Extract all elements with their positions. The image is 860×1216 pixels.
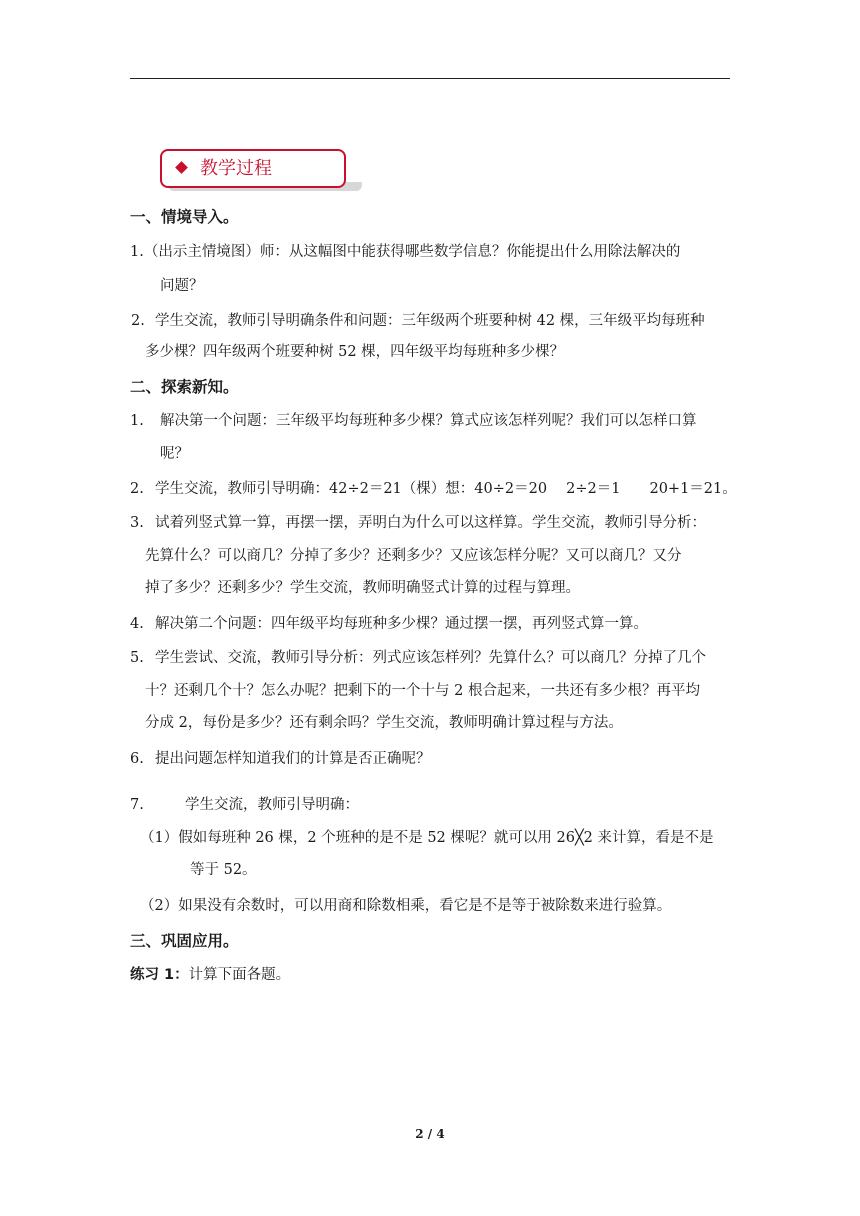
s2-item4-number: 4. — [130, 616, 144, 632]
point-1-line1: （1）假如每班种 26 棵，2 个班种的是不是 52 棵呢？就可以用 26╳2 来计算，看是不是 — [140, 830, 714, 846]
page-number: 2 / 4 — [415, 1127, 445, 1141]
s1-item1-line1: 1.（出示主情境图）师：从这幅图中能获得哪些数学信息？你能提出什么用除法解决的 — [130, 244, 681, 260]
s2-item1-number: 1. — [130, 413, 144, 429]
heading-3: 三、巩固应用。 — [130, 932, 239, 950]
s2-item6-number: 6. — [130, 751, 144, 767]
s2-item5-line2: 十？还剩几个十？怎么办呢？把剩下的一个十与 2 根合起来，一共还有多少根？再平均 — [145, 683, 700, 699]
s1-item1-line2: 问题？ — [160, 278, 204, 294]
point-1-line2: 等于 52。 — [190, 862, 257, 878]
s2-item1-line1: 解决第一个问题：三年级平均每班种多少棵？算式应该怎样列呢？我们可以怎样口算 — [160, 413, 697, 429]
s2-item2-number: 2. — [130, 481, 144, 497]
practice-label: 练习 1： — [130, 967, 189, 983]
s2-item2-line1: 学生交流，教师引导明确：42÷2＝21（棵）想：40÷2＝20 2÷2＝1 20+1＝21。 — [155, 481, 737, 497]
point-2-line1: （2）如果没有余数时，可以用商和除数相乘，看它是不是等于被除数来进行验算。 — [140, 898, 672, 914]
section-label: 教学过程 — [200, 158, 272, 179]
s2-item3-line3: 掉了多少？还剩多少？学生交流，教师明确竖式计算的过程与算理。 — [145, 580, 580, 596]
s2-item3-line1: 试着列竖式算一算，再摆一摆，弄明白为什么可以这样算。学生交流，教师引导分析： — [155, 515, 706, 531]
heading-2: 二、探索新知。 — [130, 378, 239, 396]
s2-item5-line1: 学生尝试、交流，教师引导分析：列式应该怎样列？先算什么？可以商几？分掉了几个 — [155, 650, 706, 666]
s2-item3-number: 3. — [130, 515, 144, 531]
s2-item6-line1: 提出问题怎样知道我们的计算是否正确呢？ — [155, 751, 431, 767]
practice-text: 计算下面各题。 — [188, 967, 291, 983]
s2-item7-line1: 学生交流，教师引导明确： — [185, 797, 359, 813]
header-rule — [130, 78, 730, 79]
heading-1: 一、情境导入。 — [130, 208, 239, 226]
s2-item3-line2: 先算什么？可以商几？分掉了多少？还剩多少？又应该怎样分呢？又可以商几？又分 — [145, 548, 682, 564]
practice-line — [130, 965, 290, 985]
s2-item4-line1: 解决第二个问题：四年级平均每班种多少棵？通过摆一摆，再列竖式算一算。 — [155, 616, 648, 632]
s2-item7-number: 7. — [130, 797, 144, 813]
s2-item5-line3: 分成 2，每份是多少？还有剩余吗？学生交流，教师明确计算过程与方法。 — [145, 715, 623, 731]
s2-item1-line2: 呢？ — [160, 446, 189, 462]
s1-item2-line1: 学生交流，教师引导明确条件和问题：三年级两个班要种树 42 棵，三年级平均每班种 — [155, 313, 705, 329]
s2-item5-number: 5. — [130, 650, 144, 666]
s1-item2-number: 2. — [131, 313, 145, 329]
s1-item2-line2: 多少棵？四年级两个班要种树 52 棵，四年级平均每班种多少棵？ — [145, 344, 565, 360]
